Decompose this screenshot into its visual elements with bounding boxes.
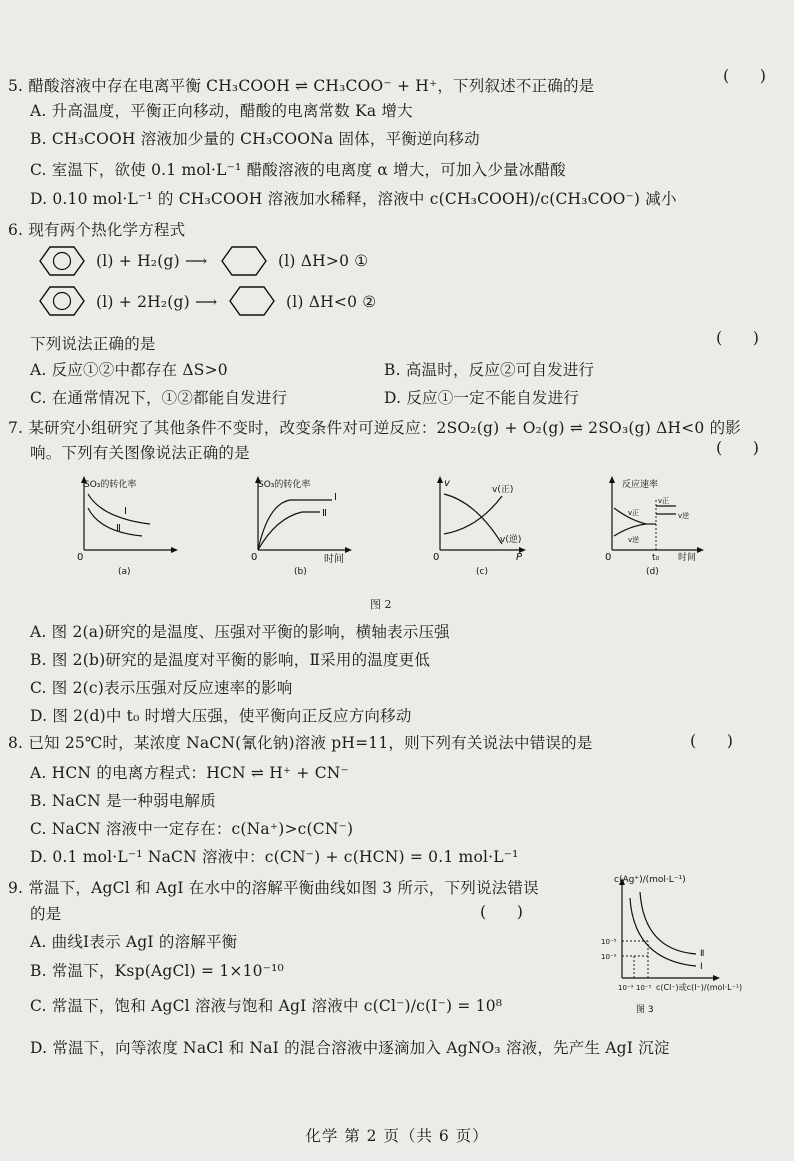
question-6-stem: 6. 现有两个热化学方程式 (8, 221, 186, 239)
question-6-option-b: B. 高温时，反应②可自发进行 (384, 361, 595, 379)
benzene-structure-icon (36, 244, 88, 278)
figure-3-y1: 10⁻⁵ (601, 938, 617, 946)
figure-2d-t0: t₀ (652, 553, 660, 563)
figure-2b-xlabel: 时间 (324, 554, 344, 565)
question-5-option-a: A. 升高温度，平衡正向移动，醋酸的电离常数 Ka 增大 (30, 102, 413, 120)
figure-2d-tag: (d) (646, 567, 659, 577)
figure-2d (604, 474, 714, 582)
figure-2d-ylabel: 反应速率 (622, 480, 659, 490)
figure-2c-xlabel: P (516, 552, 523, 563)
figure-3-label-i: Ⅰ (700, 962, 703, 972)
question-6-option-d: D. 反应①一定不能自发进行 (384, 389, 580, 407)
figure-2c-rev: v(逆) (500, 535, 522, 545)
question-6-answer-paren: ( ) (716, 328, 759, 347)
figure-2c-tag: (c) (476, 567, 488, 577)
question-8-option-a: A. HCN 的电离方程式：HCN ⇌ H⁺ + CN⁻ (30, 764, 349, 782)
figure-2b-origin: 0 (251, 552, 258, 563)
question-8-option-c: C. NaCN 溶液中一定存在：c(Na⁺)>c(CN⁻) (30, 820, 354, 838)
question-9-option-c: C. 常温下，饱和 AgCl 溶液与饱和 AgI 溶液中 c(Cl⁻)/c(I⁻) = 10⁸ (30, 997, 503, 1015)
figure-3-caption: 图 3 (636, 1005, 654, 1015)
equation-2-right: (l) ΔH<0 ② (286, 293, 377, 311)
figure-2d-xlabel: 时间 (678, 553, 697, 563)
question-7-stem-line2: 响。下列有关图像说法正确的是 (30, 444, 250, 462)
figure-2d-vn2: v逆 (678, 512, 690, 520)
question-5-answer-paren: ( ) (723, 66, 766, 85)
question-9-option-b: B. 常温下，Ksp(AgCl) = 1×10⁻¹⁰ (30, 962, 284, 980)
figure-3-x1: 10⁻⁹ (618, 984, 634, 992)
equation-2-left: (l) + 2H₂(g) ⟶ (96, 293, 218, 311)
figure-2b-tag: (b) (294, 567, 307, 577)
figure-2c-origin: 0 (433, 552, 440, 563)
page-footer: 化学 第 2 页（共 6 页） (305, 1127, 489, 1145)
figure-2a (76, 474, 186, 582)
figure-2c (432, 474, 542, 582)
curve-ii (88, 508, 142, 536)
figure-3-ylabel: c(Ag⁺)/(mol·L⁻¹) (614, 875, 686, 885)
figure-3 (600, 870, 780, 1020)
question-7-option-d: D. 图 2(d)中 t₀ 时增大压强，使平衡向正反应方向移动 (30, 707, 412, 725)
figure-2b-label-i: Ⅰ (334, 492, 337, 503)
question-5-option-b: B. CH₃COOH 溶液加少量的 CH₃COONa 固体，平衡逆向移动 (30, 130, 480, 148)
question-7-option-a: A. 图 2(a)研究的是温度、压强对平衡的影响，横轴表示压强 (30, 623, 450, 641)
curve-v-reverse (444, 496, 502, 534)
figure-2a-label-ii: Ⅱ (116, 523, 121, 534)
curve-ii (258, 512, 320, 550)
question-7-answer-paren: ( ) (716, 438, 759, 457)
question-8-answer-paren: ( ) (690, 731, 733, 750)
equation-1-right: (l) ΔH>0 ① (278, 252, 369, 270)
figure-2a-origin: 0 (77, 552, 84, 563)
question-9-option-a: A. 曲线Ⅰ表示 AgI 的溶解平衡 (30, 933, 238, 951)
question-8-option-d: D. 0.1 mol·L⁻¹ NaCN 溶液中：c(CN⁻) + c(HCN) = 0.1 mol·L⁻¹ (30, 848, 519, 866)
question-5-option-d: D. 0.10 mol·L⁻¹ 的 CH₃COOH 溶液加水稀释，溶液中 c(CH₃COOH)/c(CH₃COO⁻) 减小 (30, 190, 677, 208)
question-9-option-d: D. 常温下，向等浓度 NaCl 和 NaI 的混合溶液中逐滴加入 AgNO₃ 溶液，先产生 AgI 沉淀 (30, 1039, 670, 1057)
figure-2a-ylabel: SO₃的转化率 (84, 480, 137, 490)
question-5-stem: 5. 醋酸溶液中存在电离平衡 CH₃COOH ⇌ CH₃COO⁻ + H⁺，下列叙述不正确的是 (8, 77, 595, 95)
figure-2b (250, 474, 360, 582)
curve-i (258, 500, 332, 550)
figure-2d-origin: 0 (605, 552, 612, 563)
figure-2c-fwd: v(正) (492, 485, 514, 495)
question-7-option-b: B. 图 2(b)研究的是温度对平衡的影响，Ⅱ采用的温度更低 (30, 651, 431, 669)
question-6-ask: 下列说法正确的是 (30, 335, 156, 353)
question-5-option-c: C. 室温下，欲使 0.1 mol·L⁻¹ 醋酸溶液的电离度 α 增大，可加入少量冰醋酸 (30, 161, 566, 179)
figure-3-x2: 10⁻⁵ (636, 984, 652, 992)
figure-2c-ylabel: v (444, 478, 450, 489)
benzene-structure-icon (36, 284, 88, 318)
figure-2d-vz1: v正 (628, 509, 640, 517)
cyclohexane-structure-icon (218, 244, 270, 278)
figure-2d-vz2: v正 (658, 497, 670, 505)
equation-1-left: (l) + H₂(g) ⟶ (96, 252, 208, 270)
figure-2b-label-ii: Ⅱ (322, 508, 327, 519)
figure-3-label-ii: Ⅱ (700, 949, 705, 959)
question-6-option-a: A. 反应①②中都存在 ΔS>0 (30, 361, 228, 379)
curve-v-forward (444, 494, 502, 544)
figure-2a-tag: (a) (118, 567, 131, 577)
figure-2-caption: 图 2 (370, 598, 392, 611)
question-9-stem-line1: 9. 常温下，AgCl 和 AgI 在水中的溶解平衡曲线如图 3 所示，下列说法错误 (8, 879, 539, 897)
cyclohexane-structure-icon (226, 284, 278, 318)
figure-3-y2: 10⁻⁹ (601, 953, 617, 961)
question-8-stem: 8. 已知 25℃时，某浓度 NaCN(氰化钠)溶液 pH=11，则下列有关说法中错误的是 (8, 734, 593, 752)
question-7-stem-line1: 7. 某研究小组研究了其他条件不变时，改变条件对可逆反应：2SO₂(g) + O₂(g) ⇌ 2SO₃(g) ΔH<0 的影 (8, 419, 741, 437)
figure-2b-ylabel: SO₃的转化率 (258, 480, 311, 490)
question-6-option-c: C. 在通常情况下，①②都能自发进行 (30, 389, 288, 407)
question-9-stem-line2: 的是 (30, 905, 62, 923)
question-8-option-b: B. NaCN 是一种弱电解质 (30, 792, 216, 810)
figure-3-xlabel: c(Cl⁻)或c(I⁻)/(mol·L⁻¹) (656, 983, 743, 992)
question-9-answer-paren: ( ) (480, 902, 523, 921)
figure-2a-label-i: Ⅰ (124, 506, 127, 517)
question-7-option-c: C. 图 2(c)表示压强对反应速率的影响 (30, 679, 293, 697)
figure-2d-vn1: v逆 (628, 536, 640, 544)
